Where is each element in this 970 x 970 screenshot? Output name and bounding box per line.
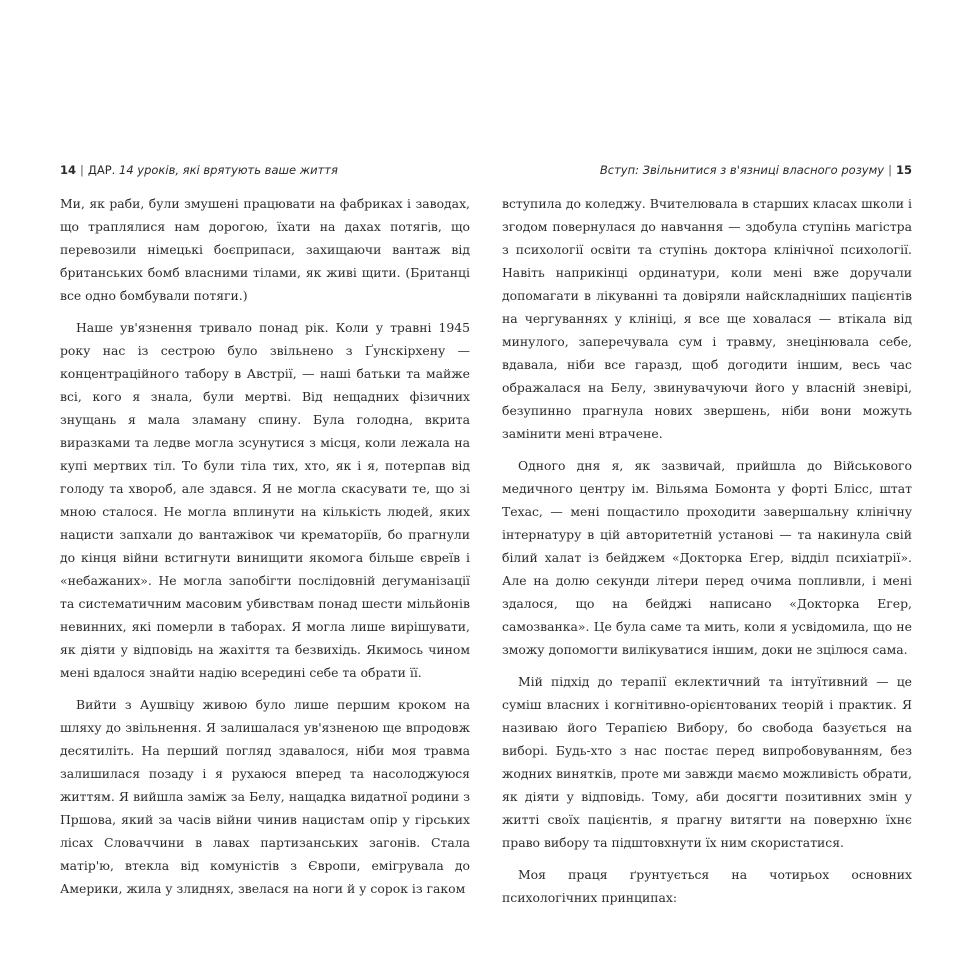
paragraph: Вийти з Аушвіцу живою було лише першим кроком на шляху до звільнення. Я залишалася ув'язненою ще впродовж десятиліть. На перший погляд здавалося, ніби моя травма залишилася позаду і я рухаюся вперед та насолоджуюся життям. Я вийшла заміж за Белу, нащадка видатної родини з Пршова, який за часів війни чинив нацистам опір у гірських лісах Словаччини в лавах партизанських загонів. Стала матір'ю, втекла від комуністів з Європи, емігрувала до Америки, жила у злиднях, звелася на ноги й у сорок із гаком bbox=[60, 697, 470, 896]
book-title: ДАР. bbox=[87, 163, 116, 177]
paragraph: Мій підхід до терапії еклектичний та інтуїтивний — це суміш власних і когнітивно-орієнтованих теорій і практик. Я називаю його Терапією Вибору, бо свобода базується на виборі. Будь-хто з нас постає перед випробовуванням, без жодних винятків, проте ми завжди маємо можливість обрати, як діяти у відповідь. Тому, аби досягти позитивних змін у житті своїх пацієнтів, я прагну витягти на поверхню їхнє право вибору та підштовхнути їх ним скористатися. bbox=[502, 674, 912, 850]
left-page-body bbox=[60, 192, 470, 900]
book-subtitle: 14 уроків, які врятують ваше життя bbox=[119, 163, 338, 177]
left-running-head-separator: | bbox=[80, 163, 84, 177]
paragraph: вступила до коледжу. Вчителювала в старших класах школи і згодом повернулася до навчання — здобула ступінь магістра з психології освіти та ступінь доктора клінічної психології. Навіть наприкінці ординатури, коли мені вже доручали допомагати в лікуванні та довіряли найскладніших пацієнтів на чергуваннях у клініці, я все ще ховалася — втікала від минулого, заперечувала сум і травму, знецінювала себе, вдавала, ніби все гаразд, щоб догодити іншим, весь час ображалася на Белу, звинувачуючи його у власній зневірі, безупинно прагнула нових звершень, ніби вони можуть замінити мені втрачене. bbox=[502, 196, 912, 441]
left-page-number: 14 bbox=[60, 163, 77, 177]
left-page bbox=[60, 162, 470, 909]
right-page-body bbox=[502, 192, 912, 909]
left-running-head bbox=[60, 162, 470, 178]
right-running-head-separator: | bbox=[888, 163, 892, 177]
paragraph: Моя праця ґрунтується на чотирьох основних психологічних принципах: bbox=[502, 867, 912, 905]
right-page-number: 15 bbox=[895, 163, 912, 177]
right-running-head bbox=[502, 162, 912, 178]
paragraph: Наше ув'язнення тривало понад рік. Коли у травні 1945 року нас із сестрою було звільнено з Ґунскірхену — концентраційного табору в Австрії, — наші батьки та майже всі, кого я знала, були мертві. Від нещадних фізичних знущань я мала зламану спину. Була голодна, вкрита виразками та ледве могла зсунутися з місця, коли лежала на купі мертвих тіл. То були тіла тих, хто, як і я, потерпав від голоду та хвороб, але здався. Я не могла скасувати те, що зі мною сталося. Не могла вплинути на кількість людей, яких нацисти запхали до вантажівок чи крематоріїв, бо прагнули до кінця війни встигнути винищити якомога більше євреїв і «небажаних». Не могла запобігти послідовній дегуманізації та систематичним масовим убивствам понад шести мільйонів невинних, які померли в таборах. Я могла лише вирішувати, як діяти у відповідь на жахіття та безвихідь. Якимось чином мені вдалося знайти надію всередині себе та обрати її. bbox=[60, 320, 470, 680]
paragraph: Ми, як раби, були змушені працювати на фабриках і заводах, що траплялися нам дорогою, їхати на дахах потягів, що перевозили німецькі боєприпаси, захищаючи вантаж від британських бомб власними тілами, як живі щити. (Британці все одно бомбували потяги.) bbox=[60, 196, 470, 303]
paragraph: Одного дня я, як зазвичай, прийшла до Військового медичного центру ім. Вільяма Бомонта у форті Блісс, штат Техас, — мені пощастило проходити завершальну клінічну інтернатуру в цій авторитетній установі — та накинула свій білий халат із бейджем «Докторка Егер, відділ психіатрії». Але на долю секунди літери перед очима попливли, і мені здалося, що на бейджі написано «Докторка Егер, самозванка». Це була саме та мить, коли я усвідомила, що не зможу допомогти вилікуватися іншим, доки не зцілюся сама. bbox=[502, 458, 912, 657]
right-page bbox=[502, 162, 912, 918]
section-title: Вступ: Звільнитися з в'язниці власного розуму bbox=[599, 163, 885, 177]
